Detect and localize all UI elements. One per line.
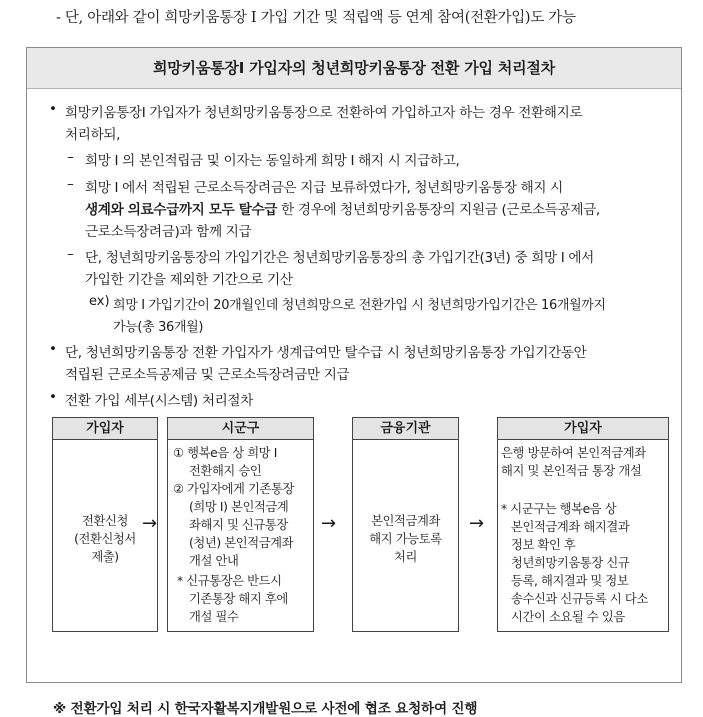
bullet-marker: •	[49, 389, 58, 405]
flow-line: 개설 필수	[189, 610, 239, 624]
procedure-box	[26, 47, 682, 717]
sub2-line1: 희망 I 에서 적립된 근로소득장려금은 지급 보류하였다가, 청년희망키움통장 해지 시	[85, 180, 563, 196]
flow-box-header: 가입자	[53, 418, 157, 440]
flow-line: 해지 및 본인적금 통장 개설	[501, 464, 642, 478]
flow-line: ① 행복e음 상 희망 I	[173, 446, 277, 460]
sub2-line3: 근로소득장려금)과 함께 지급	[85, 224, 252, 240]
flow-line: 송수신과 신규등록 시 다소	[511, 592, 648, 606]
intro-line: - 단, 아래와 같이 희망키움통장 I 가입 기간 및 적립액 등 연계 참여(전환가입)도 가능	[56, 10, 576, 26]
flow-line: (청년) 본인적금계좌	[189, 536, 294, 550]
sub1-line1: 희망 I 의 본인적립금 및 이자는 동일하게 희망 I 해지 시 지급하고,	[85, 153, 460, 169]
flow-line: 개설 안내	[189, 554, 239, 568]
bullet2-line1: 단, 청년희망키움통장 전환 가입자가 생계급여만 탈수급 시 청년희망키움통장 가입기간동안	[65, 345, 587, 361]
flow-line: (희망 I) 본인적금계	[189, 500, 289, 514]
example-marker: ex)	[89, 294, 110, 309]
bullet1-line1: 희망키움통장I 가입자가 청년희망키움통장으로 전환하여 가입하고자 하는 경우 전환해지로	[65, 105, 583, 121]
footer-note: ※ 전환가입 처리 시 한국자활복지개발원으로 사전에 협조 요청하여 진행	[53, 701, 478, 717]
dash-marker: –	[67, 149, 74, 165]
flow-box-header: 가입자	[498, 418, 668, 440]
flow-line: 전환신청	[82, 514, 128, 528]
example-line1: 희망 I 가입기간이 20개월인데 청년희망으로 전환가입 시 청년희망가입기간은 16개월까지	[113, 298, 606, 313]
procedure-content	[27, 48, 681, 717]
bullet1-line2: 처리하되,	[65, 127, 121, 143]
flow-line: 청년희망키움통장 신규	[511, 556, 630, 570]
bullet3-line1: 전환 가입 세부(시스템) 처리절차	[65, 393, 253, 409]
bullet2-line2: 적립된 근로소득공제금 및 근로소득장려금만 지급	[65, 367, 350, 383]
flow-arrow: →	[469, 513, 485, 534]
flow-line: 처리	[394, 550, 417, 564]
sub2-line2	[85, 198, 600, 218]
flow-line: 본인적금계좌	[371, 514, 440, 528]
flow-box-header: 시군구	[168, 418, 313, 440]
bullet-marker: •	[49, 341, 58, 357]
dash-marker: –	[67, 176, 74, 192]
flow-arrow: →	[321, 513, 337, 534]
flow-line: 전환해지 승인	[189, 464, 262, 478]
flow-line: 시간이 소요될 수 있음	[511, 610, 625, 624]
example-line2: 가능(총 36개월)	[113, 320, 204, 335]
flow-box-district	[167, 417, 314, 632]
flow-line: * 시군구는 행복e음 상	[501, 502, 617, 516]
sub3-line2: 가입한 기간을 제외한 기간으로 기산	[85, 272, 293, 288]
flow-line: 등록, 해지결과 및 정보	[511, 574, 629, 588]
flow-arrow: →	[142, 513, 158, 534]
bullet-marker: •	[49, 101, 58, 117]
flow-line: 기존통장 해지 후에	[189, 592, 288, 606]
sub2-bold-text: 생계와 의료수급까지 모두 탈수급	[85, 202, 278, 218]
flow-line: * 신규통장은 반드시	[177, 574, 282, 588]
flow-line: 본인적금계좌 해지결과	[511, 520, 630, 534]
flow-box-applicant-final	[497, 417, 669, 632]
flow-box-header: 금융기관	[353, 418, 458, 440]
flow-line: 해지 가능토록	[369, 532, 442, 546]
sub3-line1: 단, 청년희망키움통장의 가입기간은 청년희망키움통장의 총 가입기간(3년) 중 희망 I 에서	[85, 250, 594, 266]
dash-marker: –	[67, 246, 74, 262]
flow-box-financial-institution	[352, 417, 459, 632]
sub2-line2-rest: 한 경우에 청년희망키움통장의 지원금 (근로소득공제금,	[277, 202, 600, 218]
flow-line: (전환신청서	[74, 532, 136, 546]
flow-line: 정보 확인 후	[511, 538, 576, 552]
flow-line: 좌해지 및 신규통장	[189, 518, 288, 532]
flow-line: 은행 방문하여 본인적금계좌	[501, 446, 646, 460]
flow-line: ② 가입자에게 기존통장	[173, 482, 294, 496]
procedure-title: 희망키움통장I 가입자의 청년희망키움통장 전환 가입 처리절차	[27, 48, 681, 89]
flow-line: 제출)	[91, 550, 119, 564]
